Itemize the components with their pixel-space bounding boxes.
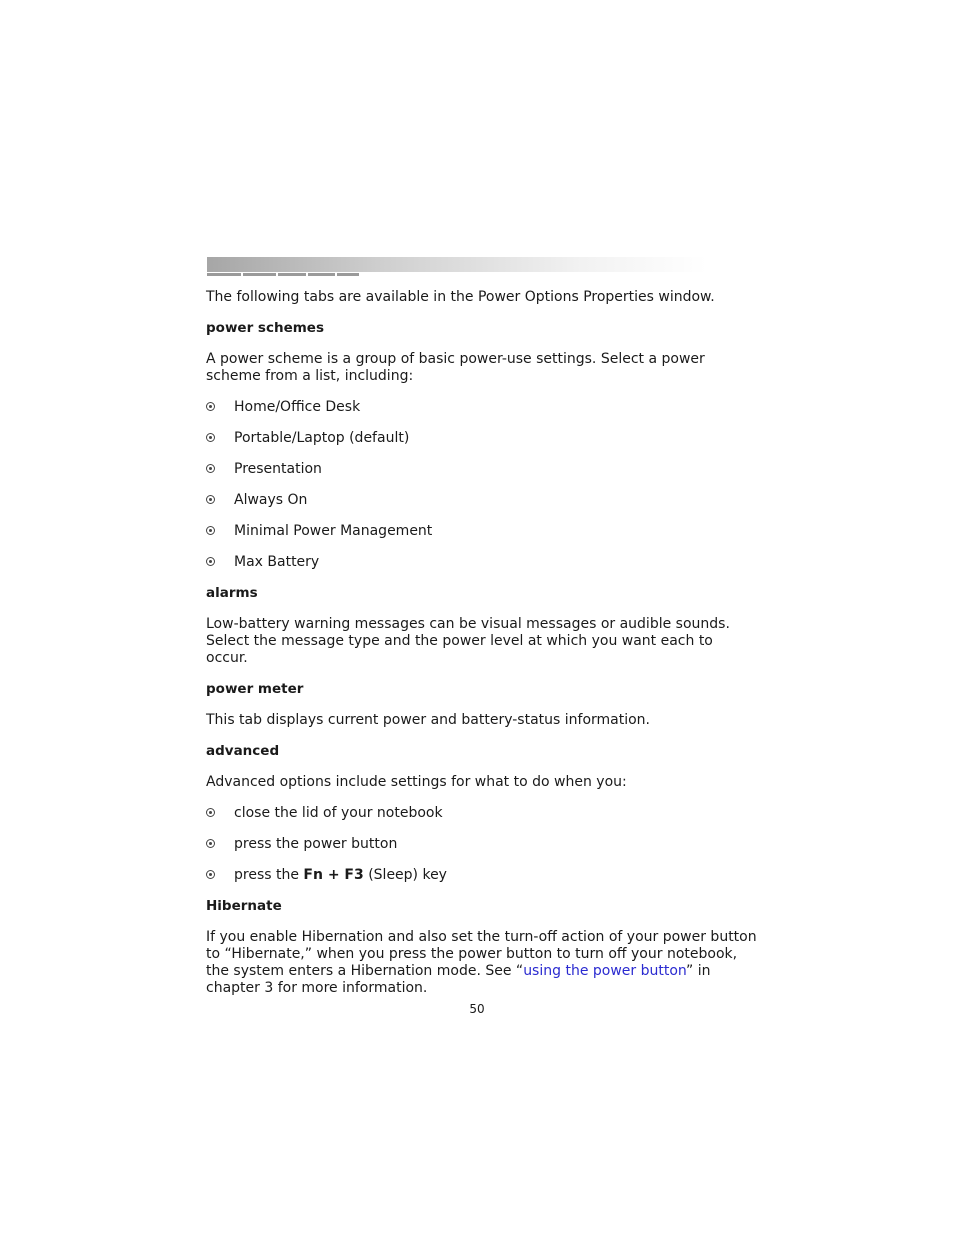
power-meter-heading: power meter — [206, 681, 304, 697]
bullet-icon — [206, 402, 215, 411]
intro-paragraph: The following tabs are available in the Power Options Properties window. — [206, 289, 715, 305]
power-schemes-list — [206, 399, 758, 571]
advanced-heading: advanced — [206, 743, 280, 759]
hibernate-paragraph: If you enable Hibernation and also set the turn-off action of your power button to “Hibernate,” when you press the power button to turn off your notebook, the system enters a Hibernation mode. See “using the power button” in chapter 3 for more information. — [206, 929, 757, 996]
list-item: Portable/Laptop (default) — [206, 430, 758, 447]
list-item: close the lid of your notebook — [206, 805, 758, 822]
bullet-icon — [206, 464, 215, 473]
bullet-icon — [206, 557, 215, 566]
section-header-bar — [207, 257, 707, 272]
bullet-icon — [206, 870, 215, 879]
header-segment — [337, 273, 359, 276]
header-segment — [207, 273, 241, 276]
header-segment — [308, 273, 335, 276]
bullet-icon — [206, 808, 215, 817]
hibernate-heading: Hibernate — [206, 898, 282, 914]
list-item: Minimal Power Management — [206, 523, 758, 540]
header-segment — [243, 273, 276, 276]
list-item: press the power button — [206, 836, 758, 853]
power-schemes-heading: power schemes — [206, 320, 324, 336]
power-meter-paragraph: This tab displays current power and battery-status information. — [206, 712, 651, 728]
advanced-list — [206, 805, 758, 884]
alarms-heading: alarms — [206, 585, 258, 601]
advanced-paragraph: Advanced options include settings for what to do when you: — [206, 774, 627, 790]
header-segment — [278, 273, 306, 276]
page-number: 50 — [469, 1002, 485, 1016]
list-item: Max Battery — [206, 554, 758, 571]
list-item: Always On — [206, 492, 758, 509]
list-item: Home/Office Desk — [206, 399, 758, 416]
power-button-link[interactable]: using the power button — [523, 963, 687, 979]
section-header-segments — [207, 273, 361, 276]
list-item: press the Fn + F3 (Sleep) key — [206, 867, 758, 884]
power-schemes-paragraph: A power scheme is a group of basic power-use settings. Select a power scheme from a list, including: — [206, 351, 705, 384]
bullet-icon — [206, 526, 215, 535]
key-combo: Fn + F3 — [303, 867, 364, 883]
list-item: Presentation — [206, 461, 758, 478]
bullet-icon — [206, 495, 215, 504]
bullet-icon — [206, 433, 215, 442]
alarms-paragraph: Low-battery warning messages can be visual messages or audible sounds. Select the message type and the power level at which you want each to occur. — [206, 616, 730, 666]
page-content — [206, 289, 758, 1011]
bullet-icon — [206, 839, 215, 848]
